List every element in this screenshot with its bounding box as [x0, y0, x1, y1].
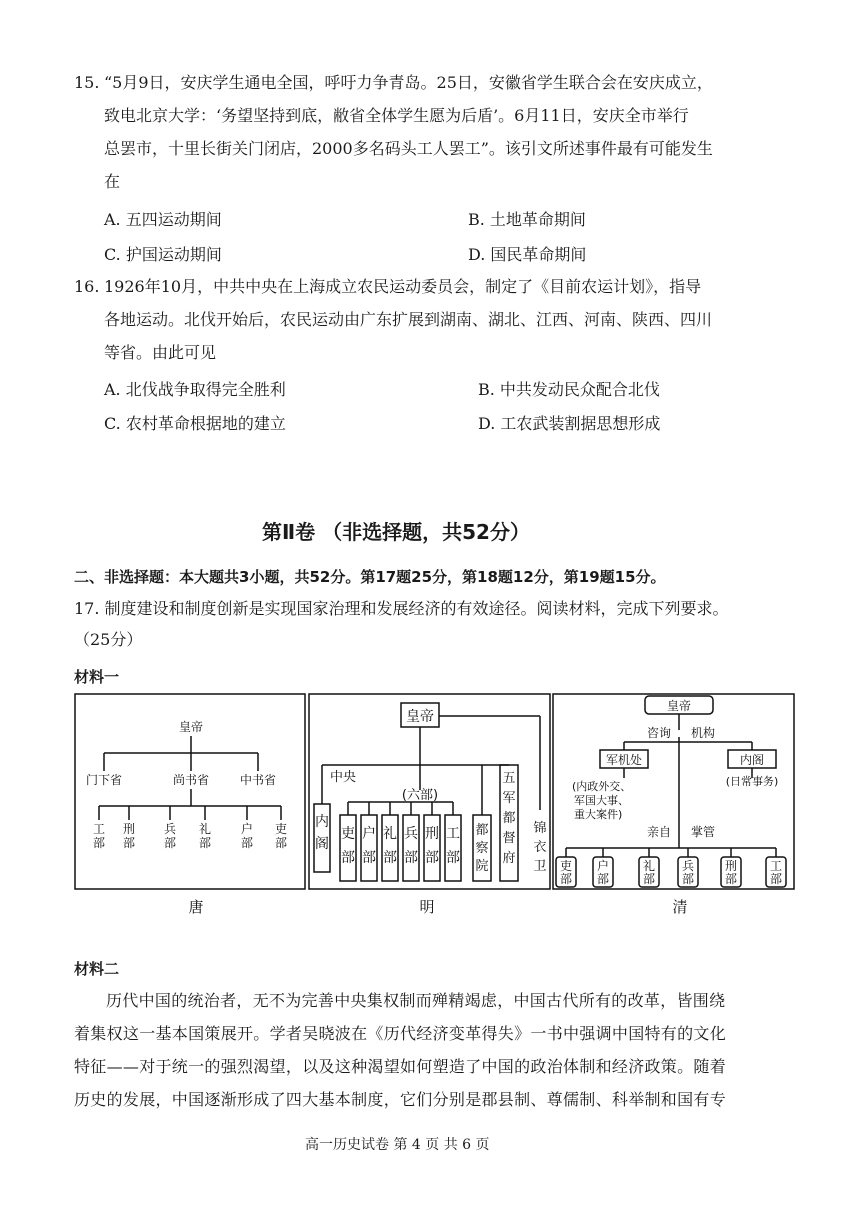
tang-caption: 唐	[188, 898, 204, 916]
option-15d: D. 国民革命期间	[468, 245, 587, 264]
ming-emperor: 皇帝	[406, 709, 434, 725]
qing-junjichu: 军机处	[605, 753, 643, 767]
qing-caption: 清	[672, 898, 688, 916]
qing-ministry: 部	[724, 872, 738, 886]
tang-ministry: 兵	[163, 822, 177, 836]
ming-ministry: 部	[404, 850, 418, 866]
option-15a: A. 五四运动期间	[104, 210, 222, 229]
tang-ministry: 部	[240, 836, 254, 850]
ming-wujun: 府	[502, 851, 516, 866]
ming-ministry: 刑	[425, 826, 439, 842]
section-title: 第Ⅱ卷 （非选择题，共52分）	[262, 520, 530, 544]
tang-ministry: 部	[274, 836, 288, 850]
ming-ministry: 部	[362, 850, 376, 866]
tang-ministry: 部	[92, 836, 106, 850]
ming-wujun: 军	[502, 791, 516, 806]
qing-ministry: 吏	[559, 859, 573, 873]
ming-zhongyang: 中央	[329, 770, 357, 785]
qing-ministry: 部	[559, 872, 573, 886]
ming-neige: 内	[315, 814, 329, 830]
ming-ministry: 户	[362, 826, 376, 842]
qing-neige-note: (日常事务)	[725, 775, 779, 788]
question-16-line: 1926年10月，中共中央在上海成立农民运动委员会，制定了《目前农运计划》，指导	[104, 277, 702, 296]
question-16-line: 各地运动。北伐开始后，农民运动由广东扩展到湖南、湖北、江西、河南、陕西、四川	[104, 310, 713, 329]
tang-province: 中书省	[239, 773, 277, 787]
ming-duchayuan: 察	[475, 841, 489, 856]
ming-wujun: 五	[502, 771, 516, 786]
ming-ministry: 吏	[341, 826, 355, 842]
ming-ministry: 部	[446, 850, 460, 866]
option-16d: D. 工农武装割据思想形成	[478, 414, 661, 433]
tang-ministry: 户	[240, 822, 254, 836]
ming-ministry: 兵	[404, 826, 418, 842]
material2-line: 历代中国的统治者，无不为完善中央集权制而殚精竭虑，中国古代所有的改革，皆围绕	[106, 991, 726, 1010]
ming-ministry: 部	[383, 850, 397, 866]
material2-label: 材料二	[74, 960, 120, 978]
qing-ministry: 部	[769, 872, 783, 886]
page-footer: 高一历史试卷 第 4 页 共 6 页	[305, 1137, 490, 1153]
ming-ministry: 部	[341, 850, 355, 866]
question-17-line: 17. 制度建设和制度创新是实现国家治理和发展经济的有效途径。阅读材料，完成下列要求。	[74, 599, 729, 618]
qing-neige: 内阁	[739, 753, 765, 767]
ming-jinyiwei: 锦	[533, 821, 547, 836]
option-16c: C. 农村革命根据地的建立	[104, 414, 286, 433]
qing-qinzi: 亲自	[646, 825, 672, 839]
qing-junjichu-note: 重大案件)	[574, 808, 623, 821]
section-header: 二、非选择题：本大题共3小题，共52分。第17题25分，第18题12分，第19题15分。	[74, 568, 666, 586]
tang-ministry: 礼	[198, 822, 212, 836]
qing-ministry: 工	[769, 859, 783, 873]
option-16a: A. 北伐战争取得完全胜利	[104, 380, 286, 399]
question-15-number: 15.	[74, 73, 100, 92]
ming-wujun: 都	[502, 811, 516, 826]
ming-ministry: 工	[446, 826, 460, 842]
qing-emperor: 皇帝	[666, 699, 692, 713]
ming-jinyiwei: 衣	[533, 840, 547, 855]
question-17-score: （25分）	[74, 630, 143, 649]
qing-ministry: 部	[642, 872, 656, 886]
ming-wujun: 督	[502, 831, 516, 846]
tang-ministry: 部	[198, 836, 212, 850]
ming-duchayuan: 都	[475, 823, 489, 838]
tang-emperor: 皇帝	[178, 720, 204, 734]
ming-caption: 明	[419, 898, 435, 916]
tang-ministry: 吏	[274, 822, 288, 836]
qing-ministry: 刑	[724, 859, 738, 873]
ming-neige: 阁	[315, 836, 329, 852]
question-15-line: “5月9日，安庆学生通电全国，呼吁力争青岛。25日，安徽省学生联合会在安庆成立，	[104, 73, 713, 92]
qing-zixun: 咨询	[646, 726, 672, 740]
question-15-line: 在	[104, 172, 121, 191]
tang-ministry: 部	[163, 836, 177, 850]
material2-line: 特征——对于统一的强烈渴望，以及这种渴望如何塑造了中国的政治体制和经济政策。随着	[74, 1057, 727, 1076]
qing-zhangguan: 掌管	[690, 825, 716, 839]
question-15-line: 总罢市，十里长街关门闭店，2000多名码头工人罢工”。该引文所述事件最有可能发生	[104, 139, 713, 158]
ming-ministry: 部	[425, 850, 439, 866]
question-16-number: 16.	[74, 277, 100, 296]
ming-jinyiwei: 卫	[533, 859, 547, 874]
ming-ministry: 礼	[383, 826, 397, 842]
tang-province: 尚书省	[172, 773, 210, 787]
qing-jigou: 机构	[690, 726, 716, 740]
question-16-line: 等省。由此可见	[104, 343, 217, 362]
ming-duchayuan: 院	[475, 859, 489, 874]
qing-ministry: 兵	[681, 859, 695, 873]
option-16b: B. 中共发动民众配合北伐	[478, 380, 660, 399]
material1-label: 材料一	[74, 668, 120, 686]
tang-ministry: 部	[122, 836, 136, 850]
qing-junjichu-note: (内政外交、	[572, 780, 632, 793]
question-15-line: 致电北京大学：‘务望坚持到底，敝省全体学生愿为后盾’。6月11日，安庆全市举行	[104, 106, 689, 125]
option-15b: B. 土地革命期间	[468, 210, 586, 229]
tang-province: 门下省	[85, 773, 123, 787]
ming-liubu: (六部)	[401, 788, 439, 803]
material2-line: 历史的发展，中国逐渐形成了四大基本制度，它们分别是郡县制、尊儒制、科举制和国有专	[74, 1090, 727, 1109]
qing-ministry: 户	[596, 859, 610, 873]
tang-ministry: 工	[92, 822, 106, 836]
qing-ministry: 部	[681, 872, 695, 886]
tang-ministry: 刑	[122, 822, 136, 836]
qing-ministry: 部	[596, 872, 610, 886]
qing-junjichu-note: 军国大事、	[574, 794, 629, 807]
qing-ministry: 礼	[642, 859, 656, 873]
option-15c: C. 护国运动期间	[104, 245, 222, 264]
material2-line: 着集权这一基本国策展开。学者吴晓波在《历代经济变革得失》一书中强调中国特有的文化	[74, 1024, 727, 1043]
